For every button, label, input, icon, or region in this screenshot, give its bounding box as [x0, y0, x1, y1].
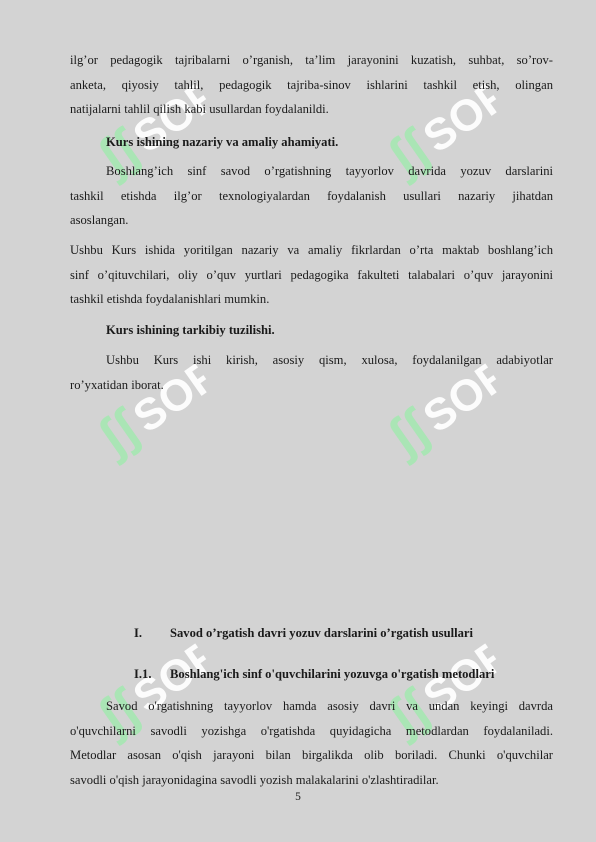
text-line: tashkil etishda foydalanishlari mumkin. [70, 292, 270, 306]
chapter-heading [134, 626, 473, 641]
text-line: Savod o'rgatishning tayyorlov hamda asosiy davri va undan keyingi davrda [106, 699, 553, 713]
section-heading-structure [70, 318, 553, 343]
text-line: Ushbu Kurs ishida yoritilgan nazariy va amaliy fikrlardan o’rta maktab boshlang’ich [70, 243, 553, 257]
watermark-logo-mark: ʃʃ [377, 119, 440, 187]
page-number: 5 [295, 791, 301, 803]
text-line: natijalarni tahlil qilish kabi usullardan foydalanildi. [70, 102, 329, 116]
text-line: ilg’or pedagogik tajribalarni o’rganish, ta’lim jarayonini kuzatish, suhbat, so’rov- [70, 53, 553, 67]
text-line: Boshlang’ich sinf savod o’rgatishning tayyorlov davrida yozuv darslarini [106, 164, 553, 178]
paragraph-structure [70, 348, 553, 397]
paragraph-theory [70, 159, 553, 233]
text-line: sinf o’qituvchilari, oliy o’quv yurtlari pedagogika fakulteti talabalari o’quv jarayonini [70, 267, 553, 282]
subsection-heading [134, 667, 494, 682]
watermark-logo-mark: ʃʃ [377, 399, 440, 467]
watermark-logo-text: SOFF [124, 334, 236, 443]
chapter-title: Savod o’rgatish davri yozuv darslarini o’rgatish usullari [170, 626, 473, 640]
text-line: ro’yxatidan iborat. [70, 377, 164, 392]
text-line: asoslangan. [70, 213, 129, 227]
text-line: savodli o'qish jarayonidagina savodli yozish malakalarini o'zlashtiradilar. [70, 772, 439, 787]
text-line: tashkil etishda ilg’or texnologiyalardan foydalanish usullari nazariy jihatdan [70, 188, 553, 203]
paragraph-methods-writing [70, 694, 553, 792]
watermark-logo-text: SOFF [124, 54, 236, 163]
watermark-logo-mark: ʃʃ [87, 119, 150, 187]
watermark-logo-text: SOFF [124, 614, 236, 723]
subsection-title: Boshlang'ich sinf o'quvchilarini yozuvga o'rgatish metodlari [170, 667, 495, 681]
paragraph-methods [70, 48, 553, 122]
watermark-logo-text: SOFF [414, 614, 526, 723]
chapter-number: I. [134, 626, 143, 640]
watermark-logo-mark: ʃʃ [87, 679, 150, 747]
watermark-logo-text: SOFF [414, 54, 526, 163]
text-line: Ushbu Kurs ishi kirish, asosiy qism, xulosa, foydalanilgan adabiyotlar [106, 353, 553, 367]
watermark-logo-text: SOFF [414, 334, 526, 443]
subsection-number: I.1. [134, 667, 152, 681]
watermark-logo-mark: ʃʃ [87, 399, 150, 467]
heading-text: Kurs ishining tarkibiy tuzilishi. [106, 323, 275, 337]
watermark-logo-mark: ʃʃ [377, 679, 440, 747]
section-heading-significance [70, 130, 553, 155]
text-line: anketa, qiyosiy tahlil, pedagogik tajriba-sinov ishlarini tashkil etish, olingan [70, 77, 553, 92]
paragraph-usage [70, 238, 553, 312]
heading-text: Kurs ishining nazariy va amaliy ahamiyati. [106, 135, 339, 149]
text-line: o'quvchilarni savodli yozishga o'rgatishda quyidagicha metodlardan foydalaniladi. [70, 723, 553, 738]
text-line: Metodlar asosan o'qish jarayoni bilan birgalikda olib boriladi. Chunki o'quvchilar [70, 748, 553, 762]
